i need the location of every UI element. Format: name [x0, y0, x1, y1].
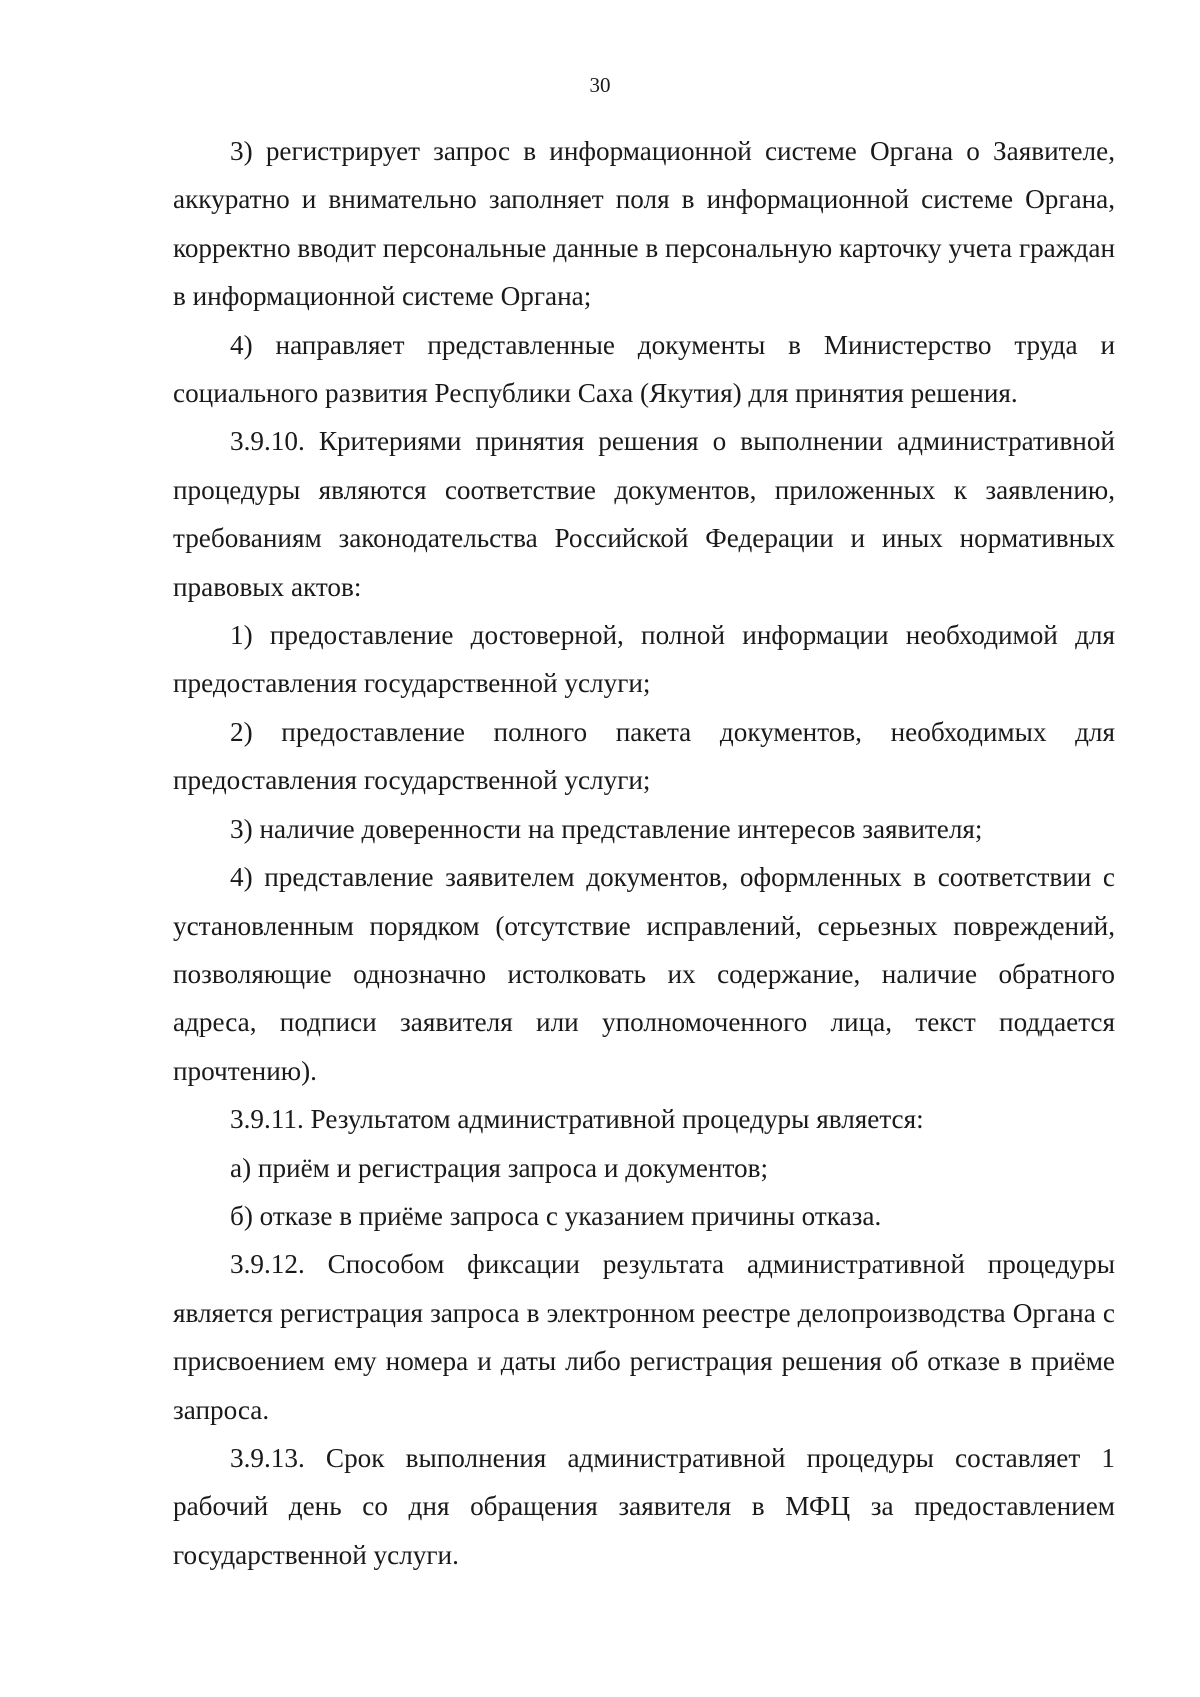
paragraph-sends-documents: 4) направляет представленные документы в Министерство труда и социального развития Республики Саха (Якутия) для принятия решения.	[173, 329, 1115, 409]
paragraph-decision-criteria: 3.9.10. Критериями принятия решения о выполнении административной процедуры являются соответствие документов, приложенных к заявлению, требованиям законодательства Российской Федерации и иных нормативных правовых актов:	[173, 426, 1115, 602]
criterion-reliable-information: 1) предоставление достоверной, полной информации необходимой для предоставления государственной услуги;	[173, 620, 1115, 699]
paragraph-registers-request: 3) регистрирует запрос в информационной системе Органа о Заявителе, аккуратно и внимательно заполняет поля в информационной системе Органа, корректно вводит персональные данные в персональную карточку учета граждан в информационной системе Органа;	[173, 136, 1115, 312]
criterion-documents-format: 4) представление заявителем документов, оформленных в соответствии с установленным порядком (отсутствие исправлений, серьезных повреждений, позволяющие однозначно истолковать их содержание, наличие обратного адреса, подписи заявителя или уполномоченного лица, текст поддается прочтению).	[173, 862, 1115, 1086]
result-item-refusal: б) отказе в приёме запроса с указанием причины отказа.	[230, 1200, 882, 1231]
criterion-complete-package: 2) предоставление полного пакета документов, необходимых для предоставления государственной услуги;	[173, 716, 1115, 796]
criterion-power-of-attorney: 3) наличие доверенности на представление интересов заявителя;	[230, 813, 983, 844]
result-item-registration: а) приём и регистрация запроса и документов;	[230, 1152, 769, 1183]
paragraph-procedure-result: 3.9.11. Результатом административной процедуры является:	[230, 1104, 924, 1135]
document-body	[173, 127, 1115, 1579]
page-number: 30	[589, 73, 611, 97]
paragraph-fixation-method: 3.9.12. Способом фиксации результата административной процедуры является регистрация запроса в электронном реестре делопроизводства Органа с присвоением ему номера и даты либо регистрация решения об отказе в приёме запроса.	[173, 1249, 1115, 1425]
paragraph-procedure-term: 3.9.13. Срок выполнения административной процедуры составляет 1 рабочий день со дня обращения заявителя в МФЦ за предоставлением государственной услуги.	[173, 1442, 1115, 1570]
